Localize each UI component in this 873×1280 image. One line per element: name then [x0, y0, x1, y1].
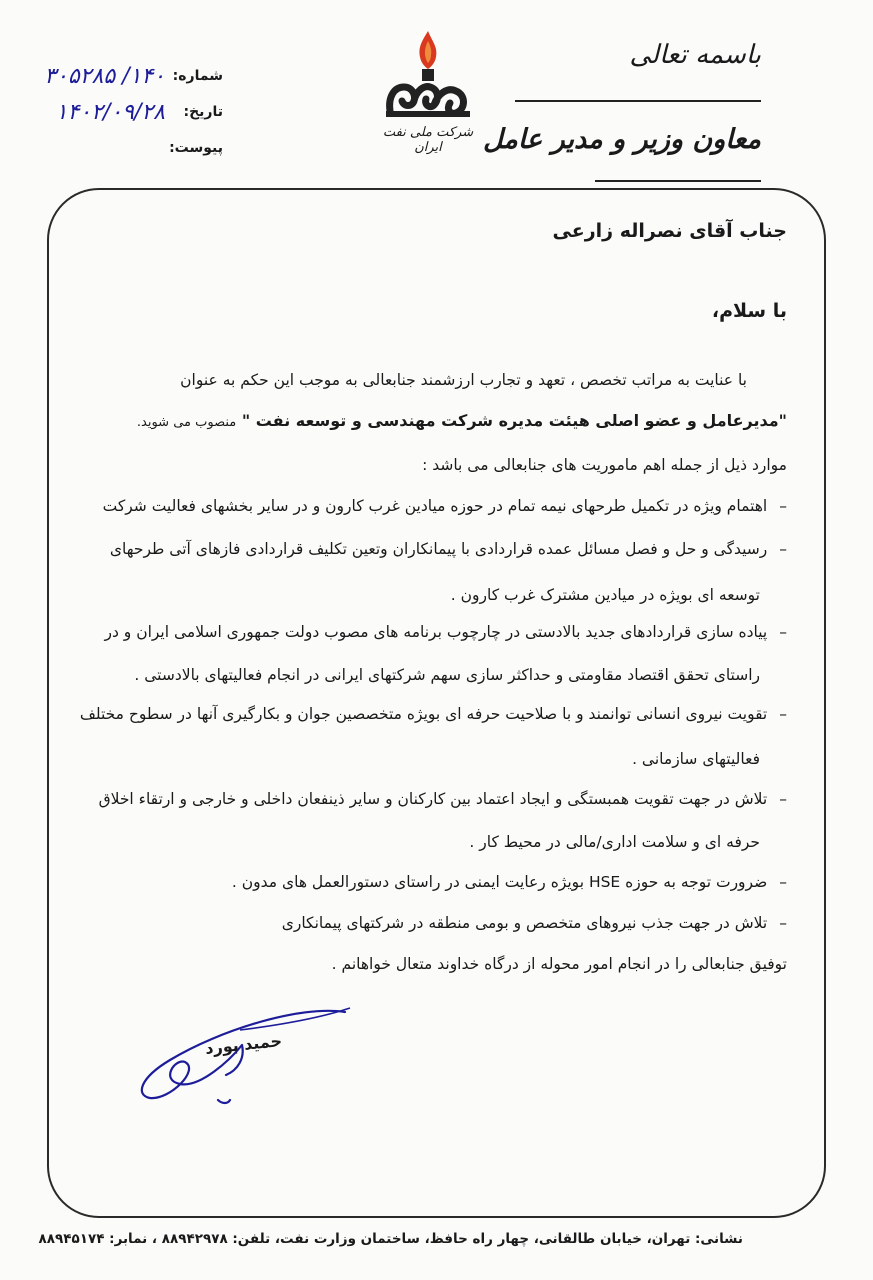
- footer-address: نشانی: تهران، خیابان طالقانی، چهار راه حافظ، ساختمان وزارت نفت، تلفن: ۸۸۹۴۲۹۷۸ ، نمابر: ۸۸۹۴۵۱۷۴: [38, 1231, 743, 1247]
- bullet-dash: –: [779, 497, 787, 515]
- number-label: شماره:: [172, 68, 223, 84]
- bullet-text: پیاده سازی قراردادهای جدید بالادستی در چارچوب برنامه های مصوب دولت جمهوری اسلامی ایران و در: [104, 623, 768, 641]
- list-item: [282, 914, 787, 932]
- bullet-dash: –: [779, 914, 787, 932]
- list-item: [80, 705, 787, 723]
- list-item: [232, 873, 787, 891]
- bullet-dash: –: [779, 790, 787, 808]
- list-item: [110, 540, 787, 558]
- list-item: [103, 497, 787, 515]
- intro-line-2: [137, 411, 787, 430]
- bullet-dash: –: [779, 623, 787, 641]
- bullet-text: تلاش در جهت تقویت همبستگی و ایجاد اعتماد بین کارکنان و سایر ذینفعان داخلی و خارجی و ارتقاء اخلاق: [98, 790, 768, 808]
- appointment-title: "مدیرعامل و عضو اصلی هیئت مدیره شرکت مهندسی و توسعه نفت ": [241, 411, 787, 430]
- nioc-logo: [378, 25, 478, 155]
- bullet-text: تقویت نیروی انسانی توانمند و با صلاحیت حرفه ای بویژه متخصصین جوان و بکارگیری آنها در سطوح مختلف: [79, 705, 768, 723]
- greeting: با سلام،: [711, 300, 787, 322]
- header-rule: [595, 180, 761, 182]
- bullet-dash: –: [779, 873, 787, 891]
- flame-logo-icon: [378, 25, 478, 125]
- attachment-row: [3, 130, 223, 166]
- bullet-dash: –: [779, 540, 787, 558]
- signer-name: حمید بورد: [204, 1031, 283, 1058]
- bullet-continuation: راستای تحقق اقتصاد مقاومتی و حداکثر سازی سهم شرکتهای ایرانی در انجام فعالیتهای بالادستی .: [134, 666, 760, 684]
- bullet-continuation: حرفه ای و سلامت اداری/مالی در محیط کار .: [469, 833, 760, 851]
- addressee: جناب آقای نصراله زارعی: [552, 220, 787, 242]
- number-value: ۳۰۵۲۸۵ /۱۴۰: [44, 63, 165, 89]
- letter-meta: [3, 58, 223, 166]
- missions-intro: موارد ذیل از جمله اهم ماموریت های جنابعالی می باشد :: [422, 456, 787, 474]
- invocation: باسمه تعالی: [629, 40, 761, 70]
- bullet-continuation: فعالیتهای سازمانی .: [632, 750, 760, 768]
- date-label: تاریخ:: [183, 104, 223, 120]
- list-item: [99, 790, 787, 808]
- signature: [130, 1000, 360, 1135]
- closing: توفیق جنابعالی را در انجام امور محوله از درگاه خداوند متعال خواهانم .: [331, 955, 787, 973]
- bullet-text: ضرورت توجه به حوزه HSE بویژه رعایت ایمنی در راستای دستورالعمل های مدون .: [231, 873, 768, 891]
- date-value: ۱۴۰۲/۰۹/۲۸: [55, 99, 165, 125]
- header-rule: [515, 100, 761, 102]
- appointment-rest: منصوب می شوید.: [136, 415, 237, 430]
- bullet-dash: –: [779, 705, 787, 723]
- bullet-text: رسیدگی و حل و فصل مسائل عمده قراردادی با پیمانکاران وتعین تکلیف قراردادی فازهای آتی طرحهای: [109, 540, 768, 558]
- logo-caption: شرکت ملی نفت ایران: [382, 125, 474, 155]
- bullet-text: تلاش در جهت جذب نیروهای متخصص و بومی منطقه در شرکتهای پیمانکاری: [281, 914, 768, 932]
- sender-role: معاون وزیر و مدیر عامل: [482, 124, 761, 155]
- bullet-continuation: توسعه ای بویژه در میادین مشترک غرب کارون .: [450, 586, 760, 604]
- intro-line-1: با عنایت به مراتب تخصص ، تعهد و تجارب ارزشمند جنابعالی به موجب این حکم به عنوان: [180, 371, 747, 389]
- list-item: [104, 623, 787, 641]
- attachment-label: پیوست:: [169, 140, 223, 156]
- date-row: [3, 94, 223, 130]
- signature-scribble-icon: [130, 1000, 360, 1135]
- number-row: [3, 58, 223, 94]
- bullet-text: اهتمام ویژه در تکمیل طرحهای نیمه تمام در حوزه میادین غرب کارون و در سایر بخشهای فعالیت شرکت: [102, 497, 768, 515]
